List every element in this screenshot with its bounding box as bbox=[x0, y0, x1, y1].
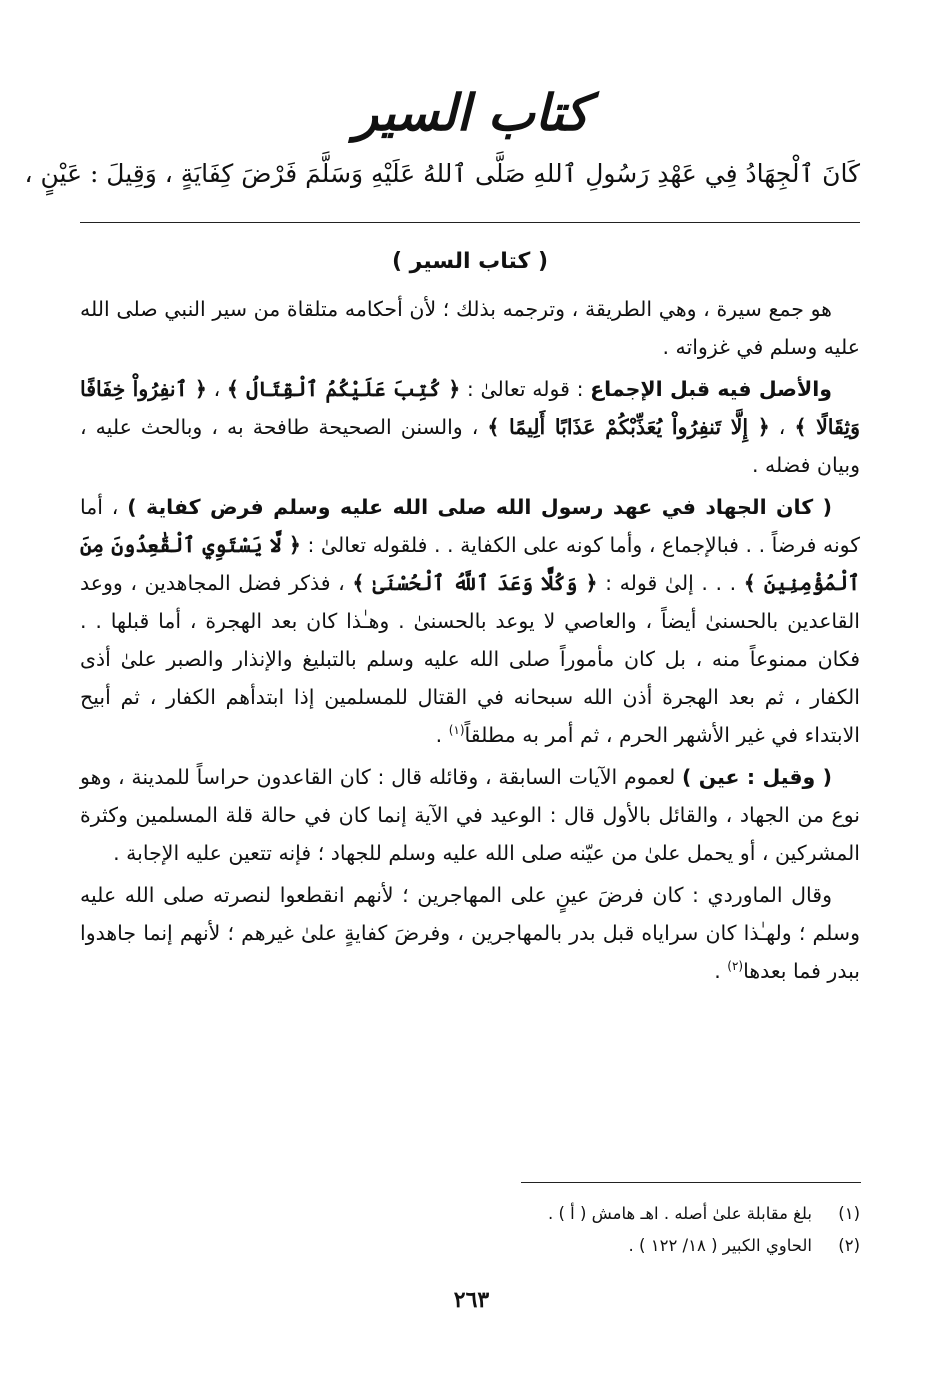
paragraph-2-text-b: ، bbox=[206, 377, 227, 401]
paragraph-4-lead: ( وقيل : عين ) bbox=[682, 765, 833, 789]
footnote-1-number: (١) bbox=[838, 1204, 860, 1223]
paragraph-3 bbox=[80, 488, 860, 754]
footnote-2-text: الحاوي الكبير ( ١٨/ ١٢٢ ) . bbox=[628, 1236, 812, 1255]
paragraph-1-text: هو جمع سيرة ، وهي الطريقة ، وترجمه بذلك ؛ لأن أحكامه متلقاة من سير النبي صلى الله عليه وسلم في غزواته . bbox=[80, 297, 860, 359]
paragraph-2 bbox=[80, 370, 860, 484]
matn-line: كَانَ ٱلْجِهَادُ فِي عَهْدِ رَسُولِ ٱللهِ صَلَّى ٱللهُ عَلَيْهِ وَسَلَّمَ فَرْضَ كِفَايَةٍ ، وَقِيلَ : عَيْنٍ ، bbox=[24, 159, 860, 188]
page-number: ٢٦٣ bbox=[453, 1287, 490, 1313]
book-title: كتاب السير bbox=[353, 83, 589, 142]
paragraph-3-text-c: ، فذكر فضل المجاهدين ، ووعد القاعدين بالحسنىٰ أيضاً ، والعاصي لا يوعد بالحسنىٰ . وهـٰذا كان بعد الهجرة ، أما قبلها . . فكان ممنوعاً منه ، بل كان مأموراً صلى الله عليه وسلم بالتبليغ والإنذار والصبر علىٰ أذى الكفار ، ثم بعد الهجرة أذن الله سبحانه في القتال للمسلمين إذا ابتدأهم الكفار ، ثم أبيح الابتداء في غير الأشهر الحرم ، ثم أمر به مطلقاً bbox=[80, 571, 860, 747]
paragraph-1 bbox=[80, 290, 860, 366]
paragraph-4-text: لعموم الآيات السابقة ، وقائله قال : كان القاعدون حراساً للمدينة ، وهو نوع من الجهاد ، والقائل بالأول قال : الوعيد في الآية إنما كان في حالة قلة المسلمين وكثرة المشركين ، أو يحمل علىٰ من عيّنه صلى الله عليه وسلم للجهاد ؛ فإنه تتعين عليه الإجابة . bbox=[80, 765, 860, 865]
footnote-ref-1[interactable]: (١) bbox=[448, 723, 465, 738]
footnote-ref-2[interactable]: (٢) bbox=[727, 959, 744, 974]
quran-verse-1: ﴿ كُتِبَ عَلَيْكُمُ ٱلْقِتَالُ ﴾ bbox=[226, 377, 461, 401]
top-divider bbox=[80, 222, 860, 223]
paragraph-2-lead: والأصل فيه قبل الإجماع bbox=[590, 377, 832, 401]
quran-verse-4: ﴿ لَّا يَسْتَوِي ٱلْقَٰعِدُونَ مِنَ ٱلْمُؤْمِنِينَ ﴾ bbox=[80, 533, 861, 595]
quran-verse-3: ﴿ إِلَّا تَنفِرُواْ يُعَذِّبْكُمْ عَذَابًا أَلِيمًا ﴾ bbox=[487, 415, 770, 439]
paragraph-2-text-c: ، bbox=[769, 415, 795, 439]
paragraph-5 bbox=[80, 876, 860, 990]
paragraph-5-end: . bbox=[714, 959, 728, 983]
footnote-2 bbox=[80, 1230, 860, 1262]
paragraph-3-text-a: ، أما كونه فرضاً . . فبالإجماع ، وأما كونه على الكفاية . . فلقوله تعالىٰ : bbox=[80, 495, 860, 557]
paragraph-3-lead: ( كان الجهاد في عهد رسول الله صلى الله عليه وسلم فرض كفاية ) bbox=[127, 495, 832, 519]
paragraph-4 bbox=[80, 758, 860, 872]
paragraph-5-text: وقال الماوردي : كان فرضَ عينٍ على المهاجرين ؛ لأنهم انقطعوا لنصرته صلى الله عليه وسلم ؛ ولهـٰذا كان سراياه قبل بدر بالمهاجرين ، وفرضَ كفايةٍ علىٰ غيرهم ؛ لأنهم إنما جاهدوا ببدر فما بعدها bbox=[80, 883, 860, 983]
commentary-body bbox=[80, 290, 860, 994]
paragraph-2-text-a: : قوله تعالىٰ : bbox=[460, 377, 591, 401]
paragraph-3-end: . bbox=[435, 723, 449, 747]
footnote-2-number: (٢) bbox=[838, 1236, 860, 1255]
footnote-1-text: بلغ مقابلة علىٰ أصله . اهـ هامش ( أ ) . bbox=[547, 1204, 812, 1223]
quran-verse-2: ﴿ ٱنفِرُواْ خِفَافًا وَثِقَالًا ﴾ bbox=[80, 377, 861, 439]
footnotes bbox=[80, 1198, 860, 1262]
paragraph-3-text-b: . . . إلىٰ قوله : bbox=[597, 571, 744, 595]
quran-verse-5: ﴿ وَكُلًّا وَعَدَ ٱللَّهُ ٱلْحُسْنَىٰ ﴾ bbox=[352, 571, 598, 595]
footnote-1 bbox=[80, 1198, 860, 1230]
paragraph-2-text-d: ، والسنن الصحيحة طافحة به ، وبالحث عليه ، وبيان فضله . bbox=[80, 415, 860, 477]
section-title: ( كتاب السير ) bbox=[391, 249, 549, 274]
footnote-divider bbox=[521, 1182, 861, 1183]
